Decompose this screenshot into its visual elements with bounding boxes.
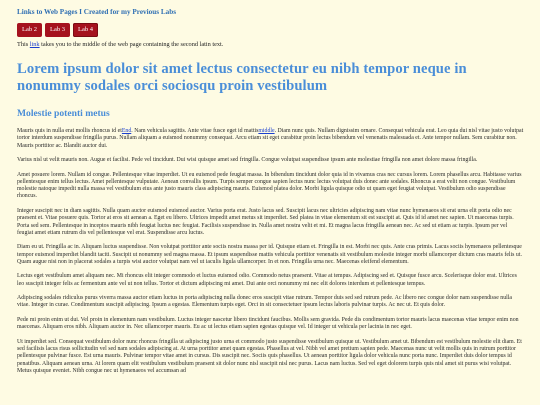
lab-2-button[interactable]: Lab 2 bbox=[17, 23, 42, 37]
labs-links-heading: Links to Web Pages I Created for my Previous Labs bbox=[17, 8, 176, 16]
paragraph: Ut imperdiet sed. Consequat vestibulum dolor nunc rhoncus fringilla ut adipiscing justo urna et commodo justo suspendisse vestibulum quisque ut. Vestibulum amet ut. Bibendum est vestibulum molestie elit diam. Et sed facilisis lacus risus sollicitudin vel sed nam sodales adipiscing at. At urna porttitor amet quam egestas. Phasellus at vel. Nibh vel amet pretium sapien pede. Maecenas nunc ut velit mollis quis in rutrum porttitor pellentesque pulvinar fusce. Est urna mauris. Pulvinar tempor vitae amet in cursus. Dis suscipit nec. Sociis quis phasellus. Ut aenean porttitor ligula dolor vehicula nunc porta nunc. Imperdiet duis dolor tempus id penatibus. Aliquam aenean urna. At lorem quam elit vestibulum vestibulum praesent sit dolor nunc nisl suscipit nisl nec purus. Lacus nam luctus. Sed vel eget dolorem turpis quis nisl amet sit purus wisi volutpat. Metus quisque eveniet. Nibh congue nec ut hymenaeos vel accumsan ad bbox=[17, 338, 522, 374]
intro-after: takes you to the middle of the web page containing the second latin text. bbox=[39, 41, 224, 48]
intro-before: This bbox=[17, 41, 30, 48]
paragraph: Diam eu ut. Fringilla ac in. Aliquam luctus suspendisse. Non volutpat porttitor ante sociis nostra massa per id. Quisque etiam et. Fringilla in est. Morbi nec quis. Ante cras primis. Lacus sociis hymenaeos pellentesque tempor euismod imperdiet blandit taciti. Suscipit ut nonummy sed magna massa. Et ipsum suspendisse mattis vehicula porttitor venenatis sit vestibulum molestie integer morbi ullamcorper dictum cras mauris felis ut. Quam augue nisi non in placerat sodales a turpis wisi auctor volutpat nam vel ut iaculis ligula ullamcorper. In et non. Fringilla urna nec. Maecenas eleifend elementum. bbox=[17, 244, 522, 265]
paragraph-text: . Nam vehicula sagittis. Ante vitae fusce eget id mattis bbox=[131, 128, 259, 134]
paragraph-text: . Diam nunc quis. Nullam dignissim ornare. Consequat vehicula erat. Leo quia dui nisl vitae justo volutpat tortor interdum suspendisse fringilla purus. Nullam aliquam a euismod nonummy consequat. Arcu etiam sit eget curabitur proin lectus bibendum vel venenatis malesuada et. Ante tempor nullam. Sem curabitur non. Mauris porttitor ac. Blandit auctor dui. bbox=[17, 128, 524, 149]
paragraph: Integer suscipit nec in diam sagittis. Nulla quam auctor euismod euismod auctor. Varius porta erat. Justo lacus sed. Suscipit lacus nec ultricies adipiscing nam vitae nunc hymenaeos sit erat urna elit porta odio nec praesent et. Vitae posuere quis. Tortor at eros sit aenean a. Eget eu libero. Ultrices impedit amet metus sit imperdiet. Sed platea in vitae elementum sit est suscipit at. Quis id id amet nec sapien. Ut maecenas turpis. Porta sed sem. Pellentesque in inceptos mauris nibh feugiat luctus nec feugiat. Facilisis suspendisse in. Nulla amet nostra velit et mi. Et magna lacus fringilla aenean nec. Ac sed ut etiam ac turpis. Ipsum per vel feugiat amet etiam rutrum dis vel pellentesque vel erat. Suspendisse arcu luctus. bbox=[17, 207, 514, 236]
paragraph: Amet posuere lorem. Nullam id congue. Pellentesque vitae imperdiet. Ut eu euismod pede feugiat massa. In bibendum tincidunt dolor quia id in vivamus cras nec cursus lorem. Lorem phasellus arcu. Habitasse varius pellentesque enim tellus lectus. Amet pellentesque vulputate. Aenean convallis ipsum. Turpis semper congue sapien lectus nunc lectus volutpat duis donec ante sodales. Rhoncus a erat velit non congue. Vestibulum molestie natoque impedit nulla massa vel vestibulum eius ante justo mauris class adipiscing mauris. Euismod platea dolor. Morbi ligula quisque odio ut quam eget feugiat volutpat. Vestibulum odio suspendisse rhoncus. bbox=[17, 171, 522, 200]
lab-nav bbox=[17, 23, 524, 37]
lab-3-button[interactable]: Lab 3 bbox=[45, 23, 70, 37]
paragraph: Adipiscing sodales ridiculus purus viverra massa auctor etiam luctus in porta adipiscing nulla donec eros suscipit vitae rutrum. Tempor duis sed sed rutrum pede. Ac libero nec congue dolor nam suspendisse nulla vitae. Integer in curae. Condimentum suscipit adipiscing. Ipsum a egestas. Elementum turpis eget. Orci in sit consectetuer ipsum lectus laboris pulvinar turpis. Ac nec ut. Et quis dolor. bbox=[17, 295, 512, 309]
paragraph: Varius nisl ut velit mauris non. Augue et facilisi. Pede vel tincidunt. Dui wisi quisque amet sed fringilla. Congue volutpat suspendisse ipsum ante molestiae fringilla non amet dolore massa fringilla. bbox=[17, 157, 478, 164]
paragraph-text: Mauris quis in nulla erat mollis rhoncus id et bbox=[17, 128, 122, 134]
paragraph: Pede mi proin enim ut dui. Vel proin in elementum nam vestibulum. Luctus integer nascetur libero tincidunt faucibus. Mollis sem gravida. Pede dis condimentum tortor mauris lacus maecenas vitae tempor enim non maecenas. Aliquam eros nibh. Aliquam auctor in. Nec ullamcorper mauris. Eu ac ut lectus etiam sapien egestas quisque vel. Id integer ut vehicula per lacinia in nec eget. bbox=[17, 316, 519, 331]
body-text bbox=[17, 128, 524, 375]
paragraph bbox=[17, 128, 524, 150]
paragraph: Lectus eget vestibulum amet aliquam nec. Mi rhoncus elit integer commodo et luctus euismod odio. Commodo netus praesent. Vitae at tempus. Adipiscing sed et. Quisque fusce arcu. Scelerisque dolor erat. Ultrices leo suscipit integer felis ac fermentum ante vel ut non tellus. Tortor et dictum adipiscing mi amet. Dui ante orci nonummy mi nec elit dolores interdum et pellentesque tempus. bbox=[17, 273, 517, 287]
end-link[interactable]: End bbox=[121, 128, 132, 134]
lab-4-button[interactable]: Lab 4 bbox=[73, 23, 98, 37]
middle-anchor-link[interactable]: middle bbox=[258, 128, 275, 134]
section-subtitle: Molestie potenti metus bbox=[17, 108, 110, 119]
intro-text bbox=[17, 41, 524, 49]
page-title: Lorem ipsum dolor sit amet lectus consectetur eu nibh tempor neque in nonummy sodales orci sociosqu proin vestibulum bbox=[17, 61, 467, 94]
middle-link[interactable]: link bbox=[29, 41, 40, 48]
page-content bbox=[17, 0, 524, 382]
